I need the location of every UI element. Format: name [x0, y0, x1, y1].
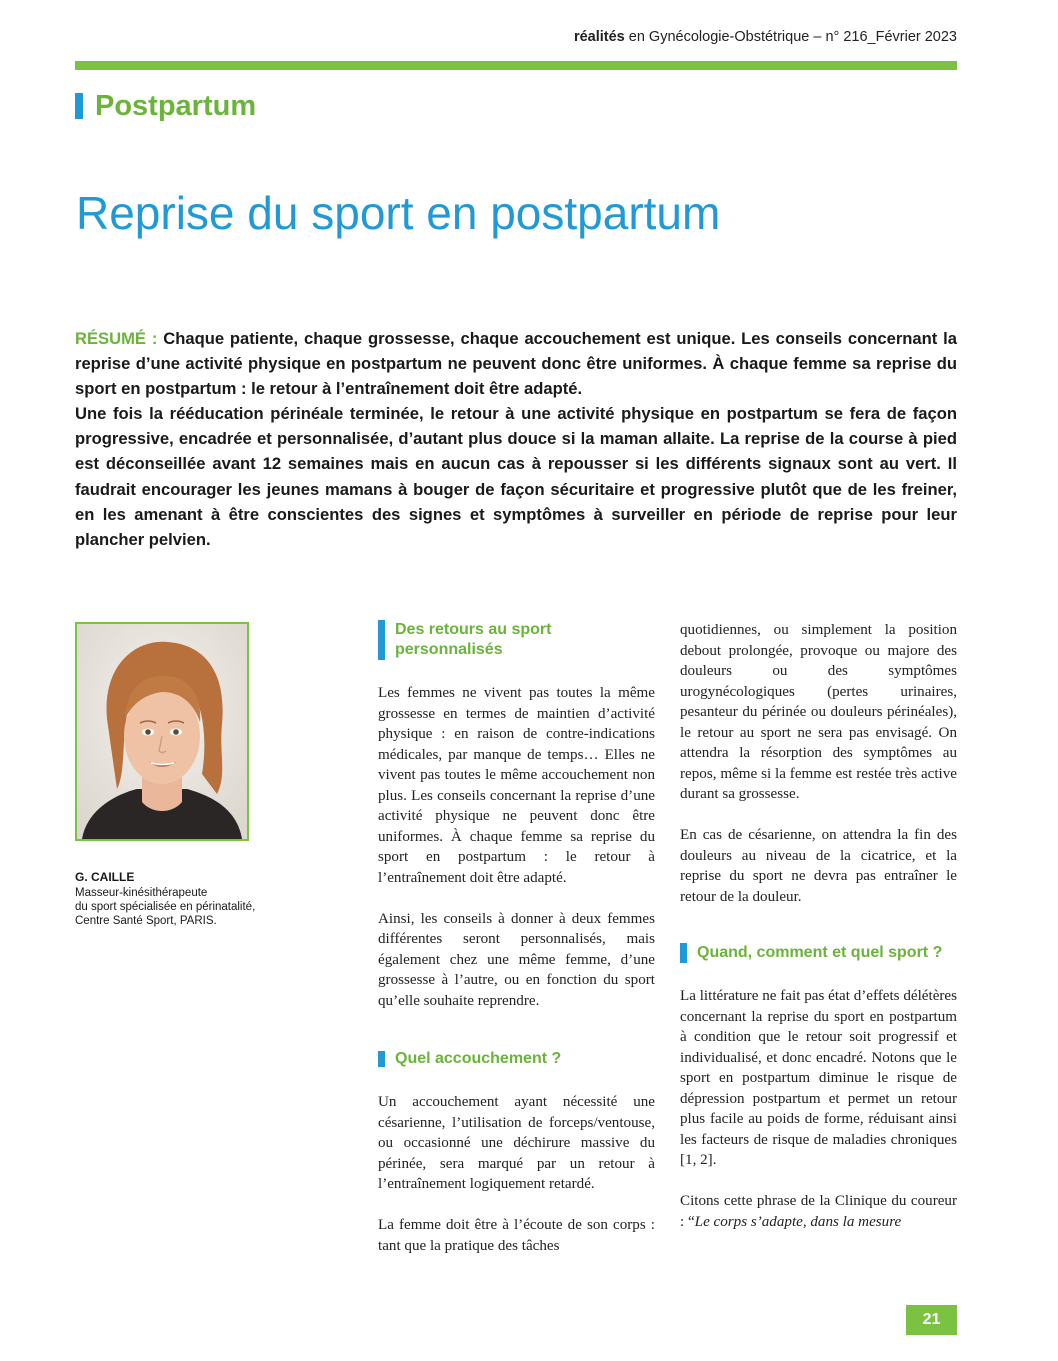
body-paragraph: Un accouchement ayant nécessité une césarienne, l’utilisation de forceps/ventouse, ou occasionné une déchirure massive du périnée, sera marqué par un retour à l’entraînement logiquement retardé. — [378, 1094, 655, 1192]
body-paragraph: La femme doit être à l’écoute de son corps : tant que la pratique des tâches — [378, 1217, 655, 1254]
author-role: Masseur-kinésithérapeute — [75, 887, 208, 899]
subheading-bar — [378, 1051, 385, 1067]
body-column-1 — [378, 620, 655, 1256]
author-specialty: du sport spécialisée en périnatalité, — [75, 901, 256, 913]
header-rule — [75, 61, 957, 70]
subheading-text: Quand, comment et quel sport ? — [697, 944, 943, 961]
journal-issue: en Gynécologie-Obstétrique – n° 216_Février 2023 — [624, 29, 957, 45]
subheading-text: Quel accouchement ? — [395, 1050, 562, 1067]
rubric-label: Postpartum — [95, 89, 257, 122]
body-paragraph: quotidiennes, ou simplement la position debout prolongée, provoque ou majore des douleurs ou des symptômes urogynécologiques (pertes urinaires, pesanteur du périnée ou douleurs périnéales), le retour au sport ne sera pas envisagé. On attendra la résorption des symptômes au repos, même si la femme est restée très active durant sa grossesse. — [680, 622, 957, 802]
body-paragraph: En cas de césarienne, on attendra la fin des douleurs au niveau de la cicatrice, et la reprise du sport ne devra pas entraîner le retour de la douleur. — [680, 827, 957, 905]
article-title: Reprise du sport en postpartum — [76, 187, 721, 239]
abstract-label: RÉSUMÉ : — [75, 329, 158, 348]
body-paragraph: Citons cette phrase de la Clinique du coureur : “Le corps s’adapte, dans la mesure — [680, 1193, 957, 1230]
journal-header — [574, 29, 957, 45]
abstract-paragraph-2: Une fois la rééducation périnéale terminée, le retour à une activité physique en postpartum se fera de façon progressive, encadrée et personnalisée, d’autant plus douce si la maman allaite. La reprise de la course à pied est déconseillée avant 12 semaines mais en aucun cas à repousser si les différents signaux sont au vert. Il faudrait encourager les jeunes mamans à bouger de façon sécuritaire et progressive plutôt que de les freiner, en les amenant à être conscientes des signes et symptômes à surveiller en période de reprise pour leur plancher pelvien. — [75, 404, 957, 549]
author-info — [75, 870, 315, 928]
abstract — [75, 326, 957, 552]
body-paragraph: Les femmes ne vivent pas toutes la même grossesse en termes de maintien d’activité physique : en raison de contre-indications médicales, par manque de temps… Elles ne vivent pas toutes le même accouchement non plus. Les conseils concernant la reprise d’une activité physique ne peuvent donc être uniformes. À chaque femme sa reprise du sport en postpartum : le retour à l’entraînement doit être adapté. — [378, 685, 655, 886]
body-column-2 — [680, 620, 957, 1232]
abstract-paragraph-1: RÉSUMÉ : Chaque patiente, chaque grossesse, chaque accouchement est unique. Les conseils concernant la reprise d’une activité physique en postpartum ne peuvent donc être uniformes. À chaque femme sa reprise du sport en postpartum : le retour à l’entraînement doit être adapté. — [75, 329, 957, 399]
subheading — [680, 943, 957, 963]
rubric-bar — [75, 93, 83, 119]
body-paragraph: La littérature ne fait pas état d’effets délétères concernant la reprise du sport en postpartum à condition que le retour soit progressif et individualisé, et donc encadré. Notons que le sport en postpartum diminue le risque de dépression postpartum et permet un retour plus facile au poids de forme, réduisant ainsi les facteurs de risque de maladies chroniques [1, 2]. — [680, 988, 957, 1168]
rubric — [75, 90, 256, 122]
subheading-text: Des retours au sport personnalisés — [395, 621, 552, 658]
quote-italic: Le corps s’adapte, dans la mesure — [694, 1213, 902, 1230]
page-number: 21 — [906, 1305, 957, 1335]
subheading — [378, 1049, 655, 1069]
subheading — [378, 620, 655, 660]
author-photo — [75, 622, 249, 841]
author-affiliation: Centre Santé Sport, PARIS. — [75, 915, 217, 927]
subheading-bar — [378, 620, 385, 660]
body-paragraph: Ainsi, les conseils à donner à deux femmes différentes seront personnalisés, mais également chez une même femme, d’une grossesse à l’autre, ou en fonction du sport qu’elle souhaite reprendre. — [378, 910, 655, 1009]
portrait-image — [77, 624, 247, 839]
subheading-bar — [680, 943, 687, 963]
journal-name: réalités — [573, 29, 625, 45]
author-name: G. CAILLE — [75, 870, 135, 884]
